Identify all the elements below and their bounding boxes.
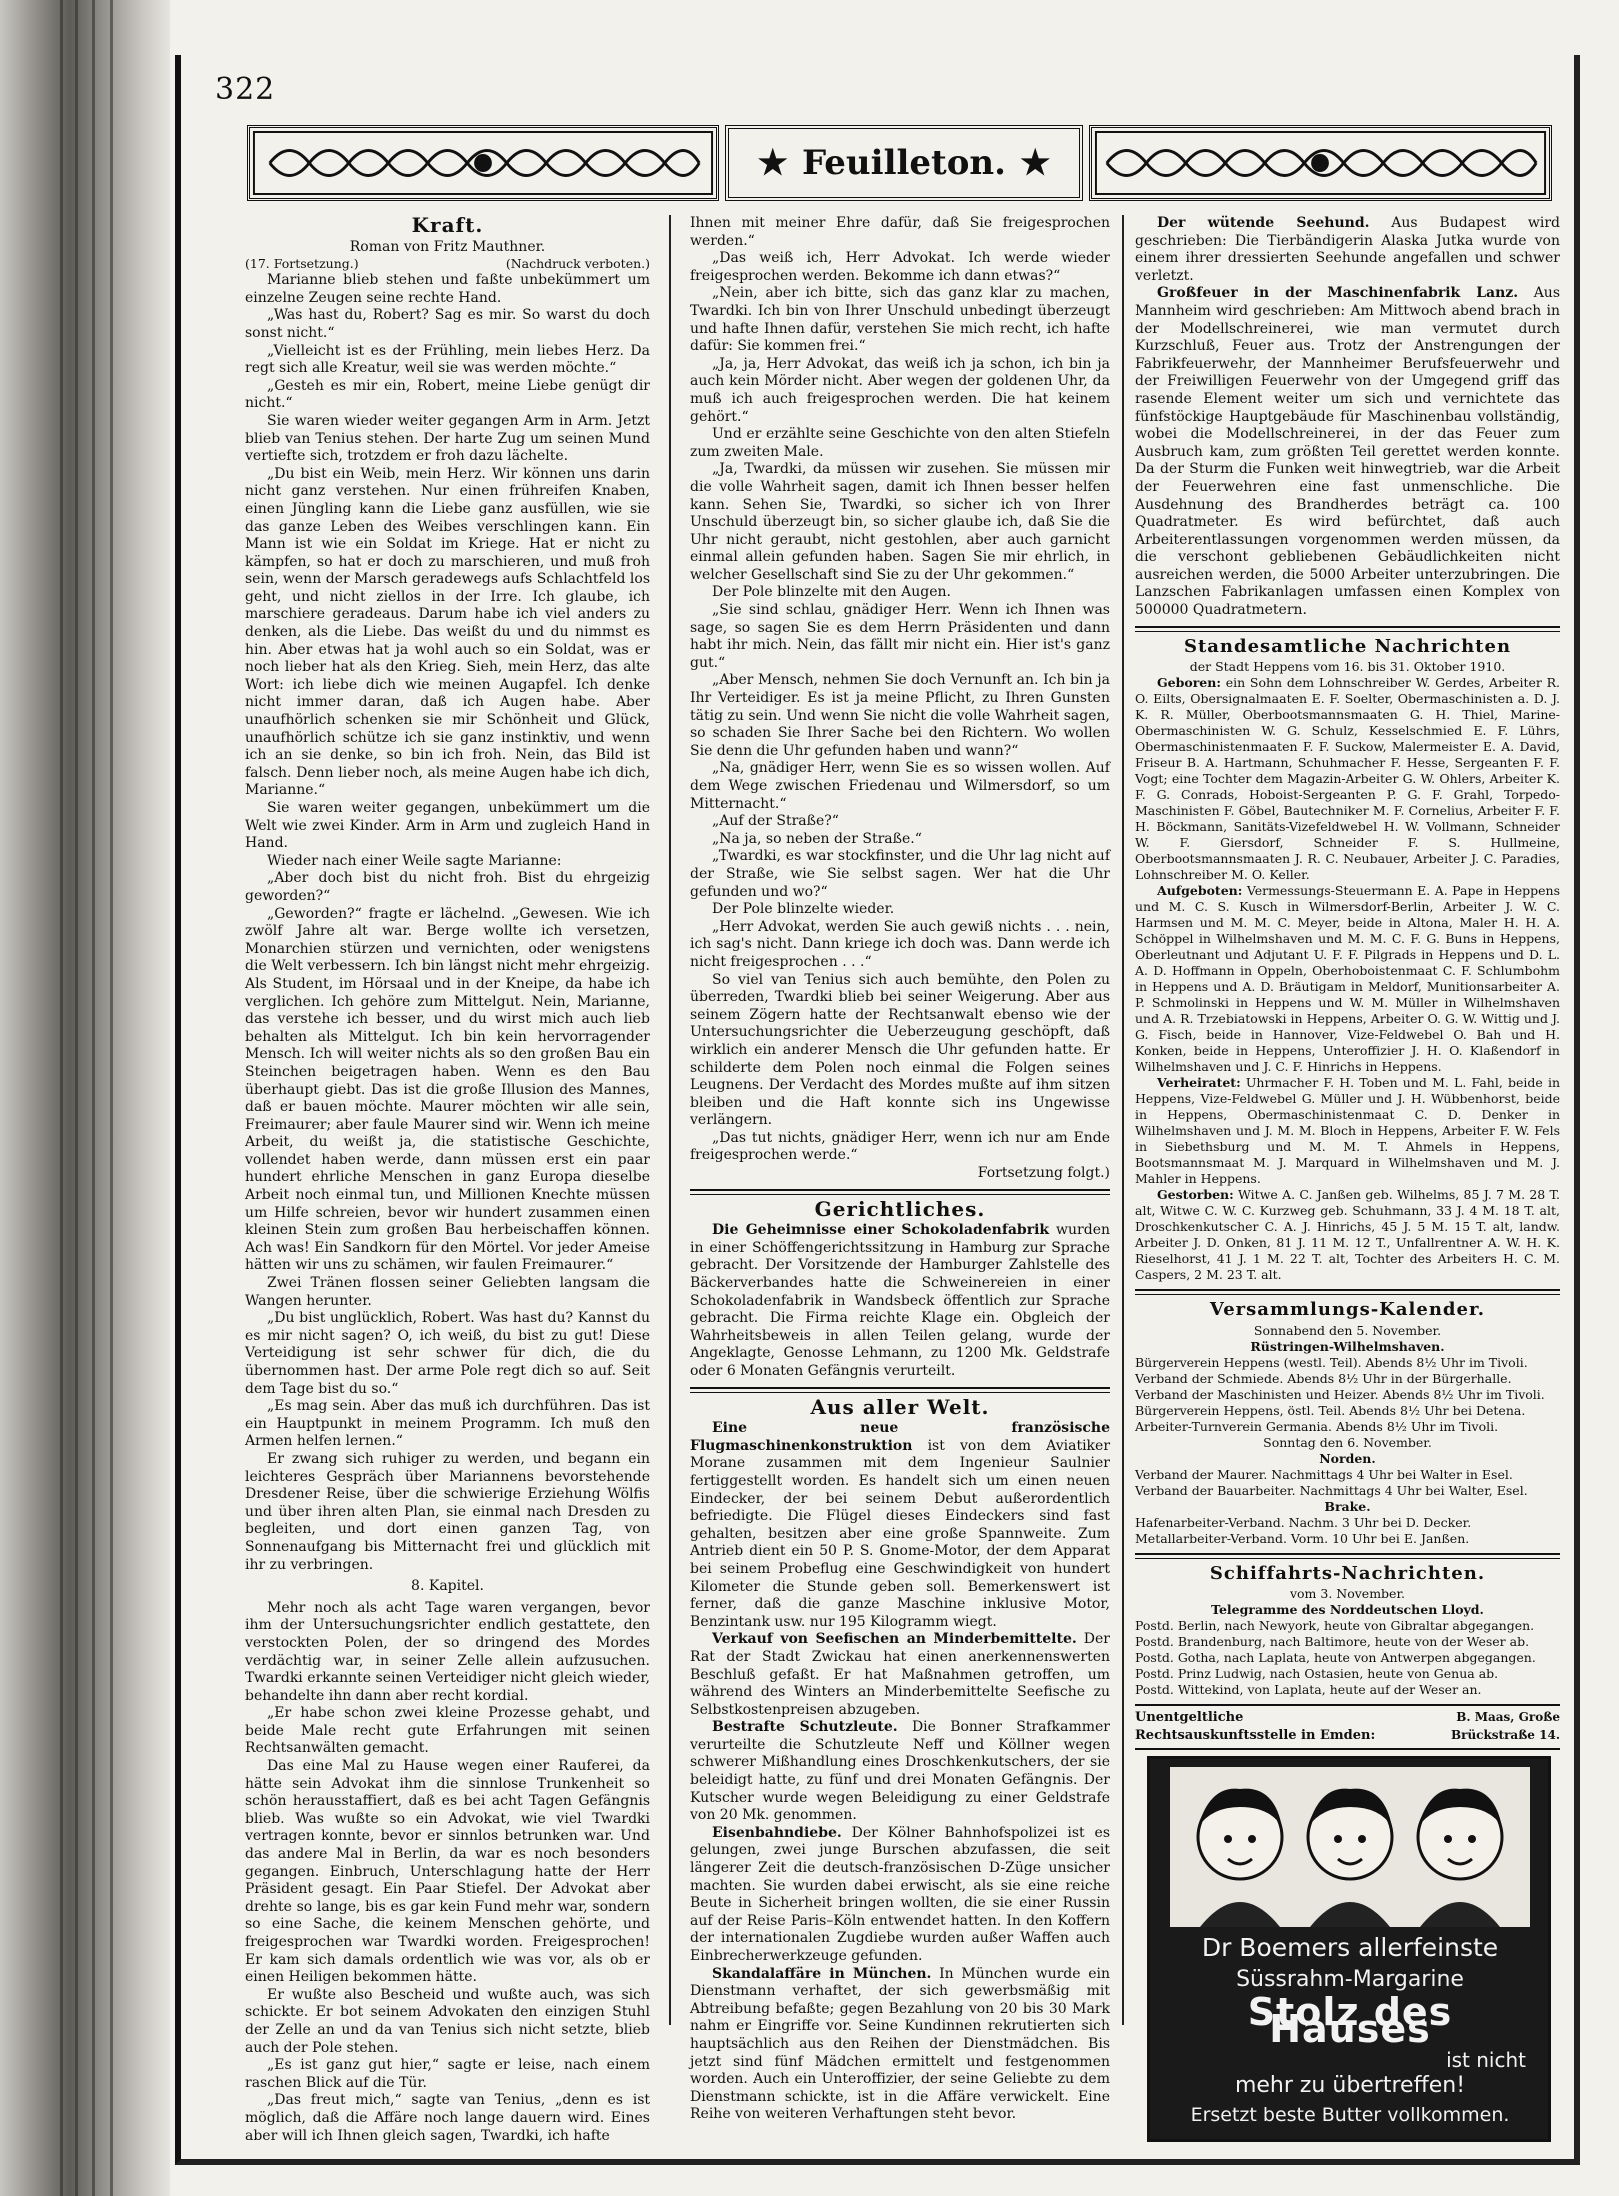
schiff-item: Postd. Prinz Ludwig, nach Ostasien, heute von Genua ab.: [1135, 1666, 1499, 1682]
gericht-title: Gerichtliches.: [814, 1196, 986, 1221]
versamm-place-2: Norden.: [1319, 1450, 1376, 1466]
ornament-right: [1089, 125, 1552, 201]
column-divider: [669, 215, 671, 2025]
star-icon: ★: [757, 143, 789, 183]
welt-article-lead: Skandalaffäre in München.: [712, 1965, 932, 1982]
novel-paragraph: Und er erzählte seine Geschichte von den alten Stiefeln zum zweiten Male.: [690, 426, 1110, 460]
novel-paragraph: Sie waren weiter gegangen, unbekümmert um die Welt wie zwei Kinder. Arm in Arm und zugleich Hand in Hand.: [245, 800, 650, 852]
standes-entry-lead: Gestorben:: [1157, 1187, 1234, 1203]
standes-title: Standesamtliche Nachrichten: [1183, 635, 1512, 657]
standes-entry: [1135, 883, 1560, 1075]
rechtsauskunft-address: B. Maas, Große Brückstraße 14.: [1450, 1710, 1560, 1743]
header-title-box: [725, 125, 1083, 201]
novel-paragraph: „Du bist ein Weib, mein Herz. Wir können uns darin nicht ganz verstehen. Nur einen frühreifen Knaben, einen Jüngling kann die Liebe ganz ausfüllen, wie sie das ganze Leben des Weibes verschlingen kann. Ein Mann ist wie ein Soldat im Kriege. Hat er nicht zu kämpfen, so hat er doch zu marschieren, und muß froh sein, wenn der Marsch geradewegs aufs Schlachtfeld los geht, und nicht ziellos in der Irre. Ich glaube, ich marschiere geradeaus. Darum habe ich viel anders zu denken, als die Liebe. Das weißt du und du nimmst es hin. Aber etwas hat ja wohl auch so ein Soldat, was er noch lieber hat als den Krieg. Sieh, mein Herz, das alte Wort: ich liebe dich wie meinen Augapfel. Ich denke nicht immer daran, daß ich Augen habe. Aber unaufhörlich schenken sie mir Schönheit und Glück, unaufhörlich schütze ich sie ganz instinktiv, und wenn ich an sie denke, so bin ich froh. Nein, das Bild ist falsch. Denn lieber noch, als meine Augen habe ich dich, Marianne.“: [245, 465, 650, 799]
divider: [690, 1189, 1110, 1195]
versamm-item: Verband der Schmiede. Abends 8½ Uhr in der Bürgerhalle.: [1135, 1370, 1512, 1386]
novel-text-continued: [245, 1600, 650, 2145]
novel-paragraph: „Vielleicht ist es der Frühling, mein liebes Herz. Da regt sich alle Kreatur, weil sie was werden möchte.“: [245, 342, 650, 377]
novel-paragraph: „Aber doch bist du nicht froh. Bist du ehrgeizig geworden?“: [245, 870, 650, 904]
column-2: [690, 215, 1111, 2123]
welt-article: [690, 1719, 1110, 1825]
feuilleton-header: [247, 125, 1552, 201]
book-binding: [0, 0, 170, 2196]
ad-line-5: mehr zu übertreffen!: [1234, 2072, 1466, 2098]
news-article: [1135, 285, 1560, 619]
ad-line-4: ist nicht: [1446, 2047, 1526, 2072]
schiff-title: Schiffahrts-Nachrichten.: [1209, 1562, 1486, 1584]
standes-entry: [1135, 1187, 1560, 1283]
header-title: Feuilleton.: [802, 143, 1006, 183]
star-icon: ★: [1019, 143, 1051, 183]
ad-slogan: Stolz des Hauses: [1247, 1989, 1453, 2052]
novel-paragraph: „Gesteh es mir ein, Robert, meine Liebe genügt dir nicht.“: [245, 377, 650, 412]
novel-paragraph: „Das tut nichts, gnädiger Herr, wenn ich nur am Ende freigesprochen werde.“: [690, 1129, 1110, 1164]
novel-paragraph: „Na, gnädiger Herr, wenn Sie es so wissen wollen. Auf dem Wege zwischen Friedenau und Wilmersdorf, so um Mitternacht.“: [690, 760, 1110, 812]
novel-paragraph: „Was hast du, Robert? Sag es mir. So warst du doch sonst nicht.“: [245, 307, 650, 341]
welt-title: Aus aller Welt.: [810, 1394, 990, 1419]
novel-paragraph: „Auf der Straße?“: [712, 813, 839, 830]
novel-paragraph: Sie waren wieder weiter gegangen Arm in Arm. Jetzt blieb van Tenius stehen. Der harte Zug um seinen Mund vertiefte sich, trotzdem er froh dazu lächelte.: [245, 412, 650, 465]
welt-article-text: Der Kölner Bahnhofspolizei ist es gelungen, zwei junge Burschen abzufassen, die seit längerer Zeit die deutsch-französischen D-Züge unsicher machten. Sie wurden dabei erwischt, als sie eine reiche Beute in Sicherheit bringen wollten, die sie einer Russin auf der Reise Paris–Köln entwendet hatten. In den Koffern der internationalen Zugdiebe wurden außer Waffen auch Einbrecherwerkzeuge gefunden.: [690, 1824, 1110, 1964]
schiff-item: Postd. Gotha, nach Laplata, heute von Antwerpen abgegangen.: [1135, 1650, 1536, 1666]
novel-paragraph: „Twardki, es war stockfinster, und die Uhr lag nicht auf der Straße, wie Sie selbst sagen. Wer hat die Uhr gefunden und wo?“: [690, 848, 1110, 900]
novel-paragraph: „Ja, Twardki, da müssen wir zusehen. Sie müssen mir die volle Wahrheit sagen, damit ich Ihnen besser helfen kann. Sehen Sie, Twardki, so sicher ich von Ihrer Unschuld überzeugt bin, so sicher glaube ich, daß Sie die Uhr nicht geraubt, nicht gestohlen, aber auch garnicht einmal allein gefunden haben. Sagen Sie mir ehrlich, in welcher Gesellschaft sind Sie zu der Uhr gekommen.“: [690, 461, 1110, 583]
welt-article: [690, 1420, 1110, 1631]
versamm-item: Verband der Maschinisten und Heizer. Abends 8½ Uhr im Tivoli.: [1135, 1386, 1545, 1402]
novel-paragraph: „Aber Mensch, nehmen Sie doch Vernunft an. Ich bin ja Ihr Verteidiger. Es ist ja meine Pflicht, zu Ihren Gunsten tätig zu sein. Und wenn Sie nicht die volle Wahrheit sagen, so schaden Sie Ihrer Sache bei den Richtern. Wo wollen Sie denn die Uhr gefunden haben und wann?“: [690, 672, 1110, 759]
novel-paragraph: „Nein, aber ich bitte, sich das ganz klar zu machen, Twardki. Ich bin von Ihrer Unschuld unbedingt überzeugt und hafte Ihnen dafür, verstehen Sie mich recht, ich hafte dafür: Sie kommen frei.“: [690, 285, 1110, 355]
versamm-item: Verband der Maurer. Nachmittags 4 Uhr bei Walter in Esel.: [1135, 1466, 1513, 1482]
divider: [1135, 1553, 1560, 1559]
column-1: [245, 213, 650, 2144]
versamm-list-3: [1135, 1515, 1560, 1547]
schiff-date: vom 3. November.: [1289, 1586, 1406, 1602]
news-article-lead: Großfeuer in der Maschinenfabrik Lanz.: [1157, 285, 1519, 302]
welt-article-text: Die Bonner Strafkammer verurteilte die Schutzleute Neff und Köllner wegen schwerer Mißhandlung eines Droschkenkutschers, der sie beleidigt hatte, zu fünf und drei Monaten Gefängnis. Der Kutscher wurde wegen Beleidigung zu einer Geldstrafe von 20 Mk. genommen.: [690, 1719, 1110, 1824]
versamm-item: Hafenarbeiter-Verband. Nachm. 3 Uhr bei D. Decker.: [1135, 1514, 1472, 1530]
welt-article-text: In München wurde ein Dienstmann verhaftet, der sich gewerbsmäßig mit Abtreibung befaßte; gegen Bezahlung von 20 bis 30 Mark nahm er Eingriffe vor. Seine Kundinnen rekrutierten sich hauptsächlich aus den Reihen der Dienstmädchen. Bis jetzt sind fünf Mädchen ermittelt und festgenommen worden. Auch ein Unteroffizier, der seine Geliebte zu dem Dienstmann schickte, ist in die Affäre verwickelt. Eine Reihe von weiteren Verhaftungen steht bevor.: [690, 1965, 1111, 2123]
novel-paragraph: So viel van Tenius sich auch bemühte, den Polen zu überreden, Twardki blieb bei seiner Weigerung. Aber aus seinem Zögern hatte der Rechtsanwalt ebenso wie der Untersuchungsrichter die Ueberzeugung geschöpft, daß wirklich ein anderer Mensch die Uhr gefunden hatte. Er schilderte dem Polen noch einmal die Folgen seines Leugnens. Der Verdacht des Mordes mußte auf ihm sitzen bleiben und die Haft konnte sich ins Ungewisse verlängern.: [690, 971, 1110, 1129]
novel-paragraph: Er zwang sich ruhiger zu werden, und begann ein leichteres Gespräch über Mariannens bevorstehende Dresdener Reise, über die schwierige Erziehung Wölfis und über ihren alten Plan, sie einmal nach Dresden zu begleiten, und dort einen ganzen Tag, von Sonnenaufgang bis Mitternacht frei und glücklich mit ihr zu verbringen.: [245, 1450, 650, 1573]
standes-subtitle: der Stadt Heppens vom 16. bis 31. Oktober 1910.: [1189, 659, 1506, 675]
standes-entries: [1135, 675, 1560, 1283]
reprint-note: (Nachdruck verboten.): [505, 256, 650, 272]
page-number: 322: [215, 72, 276, 107]
standes-entry: [1135, 1075, 1560, 1187]
standes-entry-lead: Aufgeboten:: [1157, 883, 1243, 899]
welt-article-text: Der Rat der Stadt Zwickau hat einen anerkennenswerten Beschluß gefaßt. Er hat Maßnahmen getroffen, um während des Winters an Minderbemittelte Seefische zu Selbstkostenpreisen abzugeben.: [690, 1631, 1110, 1718]
standes-entry-text: Witwe A. C. Janßen geb. Wilhelms, 85 J. 7 M. 28 T. alt, Witwe C. W. C. Kurzweg geb. Schuhmann, 33 J. 4 M. 18 T. alt, Droschkenkutscher C. A. J. Hinrichs, 45 J. 5 M. 15 T. alt, landw. Arbeiter J. D. Onken, 81 J. 11 M. 12 T., Unfallrentner A. W. H. K. Rieselhorst, 41 J. 1 M. 22 T. alt, Tochter des Arbeiters H. C. M. Caspers, 2 M. 23 T. alt.: [1135, 1187, 1560, 1283]
versamm-item: Verband der Bauarbeiter. Nachmittags 4 Uhr bei Walter, Esel.: [1135, 1482, 1528, 1498]
welt-article-lead: Eisenbahndiebe.: [712, 1824, 842, 1841]
welt-article-lead: Eine neue französische Flugmaschinenkonstruktion: [690, 1420, 1110, 1454]
novel-paragraph: „Du bist unglücklich, Robert. Was hast du? Kannst du es mir nicht sagen? O, ich weiß, du bist zu gut! Diese Verteidigung ist sehr schwer für dich, die du übernommen hast. Der arme Pole regt dich so auf. Seit dem Tage bist du so.“: [245, 1310, 650, 1397]
chapter-heading: 8. Kapitel.: [411, 1578, 484, 1595]
divider: [1135, 626, 1560, 632]
column-3: [1135, 215, 1561, 2126]
versamm-item: Arbeiter-Turnverein Germania. Abends 8½ Uhr im Tivoli.: [1135, 1418, 1499, 1434]
standes-entry: [1135, 675, 1560, 883]
novel-paragraph: Der Pole blinzelte mit den Augen.: [712, 584, 951, 601]
novel-paragraph: „Das weiß ich, Herr Advokat. Ich werde wieder freigesprochen werden. Bekomme ich dann etwas?“: [690, 250, 1110, 284]
versamm-title: Versammlungs-Kalender.: [1209, 1299, 1486, 1321]
welt-articles: [690, 1420, 1110, 2124]
ad-brand: Dr Boemers allerfeinste: [1201, 1932, 1499, 1962]
welt-article: [690, 1631, 1110, 1719]
novel-paragraph: Er wußte also Bescheid und wußte auch, was sich schickte. Er bot seinem Advokaten den einzigen Stuhl der Zelle an und da van Tenius sich nicht setzte, blieb auch der Pole stehen.: [245, 1986, 650, 2056]
standes-entry-text: ein Sohn dem Lohnschreiber W. Gerdes, Arbeiter R. O. Eilts, Obersignalmaaten E. F. Soelter, Obermaschinisten a. D. J. K. R. Müller, Oberbootsmannsmaaten G. H. Thiel, Marine-Obermaschinisten W. G. Schulz, Kesselschmied E. F. Lührs, Obermaschinistenmaaten F. F. Suckow, Malermeister E. A. David, Friseur B. A. Hartmann, Schuhmacher F. Hesse, Sergeanten F. F. Vogt; eine Tochter dem Magazin-Arbeiter G. W. Ohlers, Arbeiter K. F. G. Conrads, Hoboist-Sergeanten P. G. F. Grahl, Torpedo-Maschinisten F. Göbel, Bautechniker M. F. Cornelius, Arbeiter F. F. H. Böckmann, Sanitäts-Vizefeldwebel H. W. Vollmann, Schneider W. F. Giersdorf, Schneider F. S. Hullmeine, Oberbootsmannsmaaten J. R. C. Neubauer, Arbeiter J. C. Paradies, Lohnschreiber M. O. Keller.: [1135, 675, 1560, 883]
versamm-list-2: [1135, 1467, 1560, 1499]
margarine-ad: [1147, 1756, 1551, 2142]
novel-paragraph: Das eine Mal zu Hause wegen einer Rauferei, da hätte sein Advokat ihm die sinnlose Trunkenheit so schön herausstaffiert, daß es bei acht Tagen Gefängnis blieb. Was wußte so ein Advokat, wie viel Twardki vertragen konnte, bevor er sinnlos betrunken war. Und das andere Mal in Berlin, da war es noch besonders gegangen. Einbruch, Unterschlagung hatte der Herr Präsident gesagt. Ein Paar Stiefel. Der Advokat aber drehte so lange, bis es gar kein Fund mehr war, sondern so eine Sache, die keinem Menschen gehörte, und freigesprochen war Twardki worden. Freigesprochen! Er kam sich damals ordentlich wie was vor, als ob er einen Heiligen bekommen hätte.: [245, 1758, 650, 1986]
schiff-telegram: Telegramme des Norddeutschen Lloyd.: [1211, 1602, 1484, 1618]
versamm-place-3: Brake.: [1324, 1498, 1371, 1514]
novel-paragraph: „Ja, ja, Herr Advokat, das weiß ich ja schon, ich bin ja auch kein Mörder nicht. Aber wegen der goldenen Uhr, da muß ich auch freigesprochen werden. Die hat keinem gehört.“: [690, 355, 1110, 425]
novel-paragraph: Der Pole blinzelte wieder.: [712, 901, 895, 918]
novel-subtitle: Roman von Fritz Mauthner.: [349, 238, 546, 255]
ornament-left: [247, 125, 719, 201]
standes-entry-text: Uhrmacher F. H. Toben und M. L. Fahl, beide in Heppens, Vize-Feldwebel G. Müller und J. H. Wübbenhorst, beide in Heppens, Obermaschinistenmaat C. D. Denker in Wilhelmshaven und J. M. M. Bloch in Heppens, Arbeiter F. W. Fels in Siebethsburg und M. M. T. Ahmels in Heppens, Bootsmannsmaat M. J. Marquard in Wilhelmshaven und M. J. Mahler in Heppens.: [1135, 1075, 1560, 1187]
novel-meta: [245, 256, 650, 272]
ad-line-6: Ersetzt beste Butter vollkommen.: [1190, 2103, 1510, 2126]
welt-article-lead: Bestrafte Schutzleute.: [712, 1719, 898, 1736]
divider: [690, 1387, 1110, 1393]
rechtsauskunft-label: Unentgeltliche Rechtsauskunftsstelle in Emden:: [1135, 1710, 1376, 1744]
news-article-text: Aus Mannheim wird geschrieben: Am Mittwoch abend brach in der Modellschreinerei, wie man vermutet durch Kurzschluß, Feuer aus. Trotz der Anstrengungen der Fabrikfeuerwehr, der Mannheimer Berufsfeuerwehr und der Freiwilligen Feuerwehr von der Umgegend griff das rasende Element weiter um sich und vernichtete das fünfstöckige Hauptgebäude für Maschinenbau vollständig, wobei die Modellschreinerei, in der das Feuer zum Ausbruch kam, zum größten Teil gerettet werden konnte. Da der Sturm die Funken weit hinwegtrieb, war die Arbeit der Feuerwehren eine fast unmenschliche. Die Ausdehnung des Brandherdes beträgt ca. 100 Quadratmeter. Es wird befürchtet, daß auch Arbeiterentlassungen vorgenommen werden müssen, da die verschont gebliebenen Gebäudlichkeiten nicht ausreichen werden, die 5000 Arbeiter unterzubringen. Die Lanzschen Fabrikanlagen umfassen einen Komplex von 500000 Quadratmetern.: [1135, 285, 1560, 619]
news-article-text: Aus Budapest wird geschrieben: Die Tierbändigerin Alaska Jutka wurde von einem ihrer dressierten Seehunde angefallen und schwer verletzt.: [1135, 215, 1561, 284]
versamm-item: Bürgerverein Heppens, östl. Teil. Abends 8½ Uhr bei Detena.: [1135, 1402, 1526, 1418]
news-articles: [1135, 215, 1560, 620]
novel-paragraph: „Geworden?“ fragte er lächelnd. „Gewesen. Wie ich zwölf Jahre alt war. Berge wollte ich versetzen, Monarchien stürzen und vernichten, oder wenigstens die Welt verbessern. Ich bin längst nicht mehr ehrgeizig. Als Student, im Hörsaal und in der Kneipe, da habe ich verglichen. Ich gehöre zum Mittelgut. Nein, Marianne, das verstehe ich besser, und du wirst mich auch lieb behalten als Mittelgut. Ich bin kein hervorragender Mensch. Ich will weiter nichts als so den großen Bau ein Steinchen beigetragen haben. Wenn es den Bau überhaupt giebt. Das ist die große Illusion des Mannes, daß er bauen möchte. Maurer möchten wir alle sein, Freimaurer; aber faule Maurer sind wir. Wenn ich meine Arbeit, du weißt ja, die statistische Geschichte, vollendet haben werde, dann müssen erst ein paar hundert ehrliche Menschen in ganz Europa dieselbe Arbeit noch einmal tun, und Millionen Knechte müssen um Hilfe schreien, bevor wir hundert zusammen einen kleinen Stein zum großen Bau herbeischaffen können. Ach was! Ein Sandkorn für den Mörtel. Vor jeder Ameise hätten wir uns zu schämen, wir faulen Freimaurer.“: [245, 905, 650, 1274]
gericht-lead: Die Geheimnisse einer Schokoladenfabrik: [712, 1222, 1050, 1239]
novel-paragraph: „Er habe schon zwei kleine Prozesse gehabt, und beide Male recht gute Erfahrungen mit seinen Rechtsanwälten gemacht.: [245, 1705, 650, 1757]
welt-article-text: ist von dem Aviatiker Morane zusammen mit dem Ingenieur Saulnier fertiggestellt worden. Es handelt sich um einen neuen Eindecker, der bei seinem Debut außerordentlich befriedigte. Die Flügel dieses Eindeckers sind fast gehalten, besitzen aber eine große Spannweite. Zum Antrieb dient ein 50 P. S. Gnome-Motor, der dem Apparat bei seinem Probeflug eine Geschwindigkeit von hundert Kilometer die Stunde geben soll. Bemerkenswert ist ferner, daß die ganze Maschine inklusive Motor, Benzintank usw. nur 195 Kilogramm wiegt.: [690, 1437, 1111, 1630]
novel-paragraph: „Es mag sein. Aber das muß ich durchführen. Das ist ein Hauptpunkt in meinem Programm. Ich muß den Armen helfen lernen.“: [245, 1398, 650, 1450]
novel-paragraph: „Es ist ganz gut hier,“ sagte er leise, nach einem raschen Blick auf die Tür.: [245, 2057, 650, 2091]
schiff-item: Postd. Brandenburg, nach Baltimore, heute von der Weser ab.: [1135, 1634, 1530, 1650]
versamm-item: Metallarbeiter-Verband. Vorm. 10 Uhr bei E. Janßen.: [1135, 1530, 1470, 1546]
children-faces-illustration: [1170, 1767, 1530, 1927]
novel-paragraph: „Sie sind schlau, gnädiger Herr. Wenn ich Ihnen was sage, so sagen Sie es dem Herrn Präsidenten und dann habt ihr mich. Nein, das fällt mir nicht ein. Hier ist's ganz gut.“: [690, 602, 1110, 671]
welt-article: [690, 1966, 1110, 2124]
novel-paragraph: „Das freut mich,“ sagte van Tenius, „denn es ist möglich, daß die Affäre noch lange dauern wird. Eines aber will ich Ihnen gleich sagen, Twardki, ich hafte: [245, 2092, 650, 2144]
novel-title: Kraft.: [411, 213, 484, 237]
rechtsauskunft-box: [1135, 1704, 1560, 1749]
novel-paragraph: Zwei Tränen flossen seiner Geliebten langsam die Wangen herunter.: [245, 1275, 650, 1309]
gericht-article: [690, 1222, 1110, 1380]
versamm-item: Bürgerverein Heppens (westl. Teil). Abends 8½ Uhr im Tivoli.: [1135, 1354, 1528, 1370]
ad-product: Süssrahm-Margarine: [1236, 1966, 1464, 1992]
divider: [1135, 1289, 1560, 1295]
novel-paragraph: „Na ja, so neben der Straße.“: [712, 830, 922, 847]
news-article-lead: Der wütende Seehund.: [1157, 215, 1370, 231]
schiff-item: Postd. Berlin, nach Newyork, heute von Gibraltar abgegangen.: [1135, 1618, 1535, 1634]
novel-paragraph: „Herr Advokat, werden Sie auch gewiß nichts . . . nein, ich sag's nicht. Dann kriege ich doch was. Dann werde ich nicht freigesprochen . . .“: [690, 918, 1110, 970]
schiff-item: Postd. Wittekind, von Laplata, heute auf der Weser an.: [1135, 1682, 1482, 1698]
welt-article: [690, 1825, 1110, 1966]
novel-paragraph: Marianne blieb stehen und faßte unbekümmert um einzelne Zeugen seine rechte Hand.: [245, 272, 650, 306]
versamm-date-1: Sonnabend den 5. November.: [1253, 1322, 1442, 1338]
continuation-note: (17. Fortsetzung.): [245, 256, 359, 272]
schiff-list: [1135, 1618, 1560, 1698]
novel-paragraph: Mehr noch als acht Tage waren vergangen, bevor ihm der Untersuchungsrichter endlich gestattete, den verstockten Polen, der so dringend des Mordes verdächtig war, in seiner Zelle allein aufzusuchen. Twardki erkannte seinen Verteidiger nicht gleich wieder, behandelte ihn dann aber recht kordial.: [245, 1599, 650, 1704]
novel-paragraph: Wieder nach einer Weile sagte Marianne:: [267, 852, 562, 869]
versamm-date-2: Sonntag den 6. November.: [1263, 1434, 1432, 1450]
gericht-text: wurden in einer Schöffengerichtssitzung in Hamburg zur Sprache gebracht. Der Vorsitzende der Hamburger Zahlstelle des Bäckerverbandes hatte die Schweinereien in einer Schokoladenfabrik in Wandsbeck öffentlich zur Sprache gebracht. Die Firma reichte Klage ein. Obgleich der Wahrheitsbeweis in allen Teilen gelang, wurde der Angeklagte, Genosse Lehmann, zu 1200 Mk. Geldstrafe oder 6 Monaten Gefängnis verurteilt.: [690, 1222, 1111, 1379]
welt-article-lead: Verkauf von Seefischen an Minderbemittelte.: [712, 1631, 1077, 1648]
news-article: [1135, 215, 1560, 285]
standes-entry-text: Vermessungs-Steuermann E. A. Pape in Heppens und M. C. S. Kusch in Wilmersdorf-Berlin, Arbeiter J. W. C. Harmsen und M. M. C. Meyer, beide in Altona, Maler H. H. A. Schöppel in Wilhelmshaven und M. M. C. F. G. Buns in Heppens, Oberleutnant und Adjutant U. F. F. Pilgrads in Heppens und D. L. A. D. Hoffmann in Oppeln, Oberhoboistenmaat C. F. Schlumbohm in Heppens und A. D. Bräutigam in Meldorf, Munitionsarbeiter A. P. Schmolinski in Heppens und W. M. Müller in Wilhelmshaven und A. R. Trzebiatowski in Heppens, Arbeiter O. G. W. Wittig und J. G. Fisch, beide in Hannover, Vize-Feldwebel O. Bah und H. Konken, beide in Heppens, Unteroffizier J. H. O. Klaßendorf in Wilhelmshaven und J. C. F. Hinrichs in Heppens.: [1135, 883, 1560, 1075]
novel-text-continued: [690, 215, 1110, 1165]
standes-entry-lead: Geboren:: [1157, 675, 1221, 691]
fortsetzung-note: Fortsetzung folgt.): [977, 1165, 1110, 1182]
novel-text: [245, 272, 650, 1574]
versamm-list-1: [1135, 1355, 1560, 1435]
novel-paragraph: Ihnen mit meiner Ehre dafür, daß Sie freigesprochen werden.“: [690, 215, 1110, 249]
versamm-place-1: Rüstringen-Wilhelmshaven.: [1250, 1338, 1445, 1354]
standes-entry-lead: Verheiratet:: [1157, 1075, 1241, 1091]
column-divider: [1122, 215, 1124, 2025]
